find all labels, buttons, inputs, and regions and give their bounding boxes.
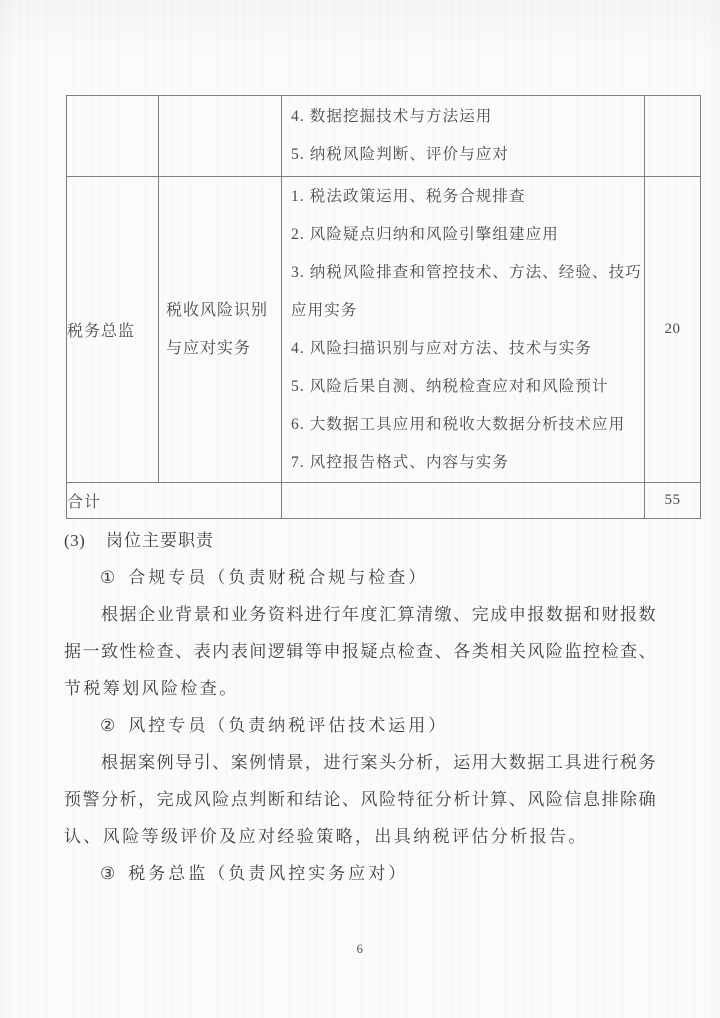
course-item-line: 应用实务 [291, 301, 358, 319]
paragraph-line: 认、风险等级评价及应对经验策略，出具纳税评估分析报告。 [64, 827, 588, 846]
course-items-cell [282, 96, 645, 177]
training-course-table [66, 95, 701, 519]
section-number: (3) [64, 531, 86, 550]
circled-number: ③ [100, 864, 116, 883]
paragraph-line: 根据案例导引、案例情景，进行案头分析，运用大数据工具进行税务 [101, 753, 656, 772]
table-row-continuation [67, 96, 701, 177]
paragraph-line: 节税筹划风险检查。 [64, 679, 239, 698]
subitem-title-3 [64, 855, 656, 892]
circled-number: ① [100, 568, 116, 587]
course-item-line: 2. 风险疑点归纳和风险引擎组建应用 [291, 225, 559, 243]
position-cell: 税务总监 [67, 177, 159, 483]
section-title: 岗位主要职责 [106, 531, 214, 550]
page-number: 6 [356, 941, 364, 956]
subitem-title-text: 合规专员（负责财税合规与检查） [128, 568, 429, 587]
course-name-line: 与应对实务 [166, 339, 252, 357]
course-cell-empty [159, 96, 282, 177]
paragraph-line: 根据企业背景和业务资料进行年度汇算清缴、完成申报数据和财报数 [101, 605, 656, 624]
body-text [64, 522, 656, 892]
course-item-line: 3. 纳税风险排查和管控技术、方法、经验、技巧 [291, 263, 642, 281]
hours-cell-empty [645, 96, 701, 177]
course-item-line: 1. 税法政策运用、税务合规排查 [291, 187, 526, 205]
table-row-director [67, 177, 701, 483]
course-item-line: 5. 纳税风险判断、评价与应对 [291, 146, 510, 163]
course-items-cell [282, 177, 645, 483]
section-heading [64, 522, 656, 559]
subitem-title-1 [64, 559, 656, 596]
subitem-title-text: 风控专员（负责纳税评估技术运用） [128, 716, 449, 735]
subitem-title-2 [64, 707, 656, 744]
course-item-line: 4. 风险扫描识别与应对方法、技术与实务 [291, 339, 593, 357]
course-name-cell [159, 177, 282, 483]
course-name-line: 税收风险识别 [166, 301, 269, 319]
total-label-cell: 合计 [67, 483, 282, 519]
course-item-line: 5. 风险后果自测、纳税检查应对和风险预计 [291, 377, 609, 395]
position-cell-empty [67, 96, 159, 177]
paragraph-line: 预警分析，完成风险点判断和结论、风险特征分析计算、风险信息排除确 [64, 790, 656, 809]
course-item-line: 7. 风控报告格式、内容与实务 [291, 453, 510, 471]
paragraph-line: 据一致性检查、表内表间逻辑等申报疑点检查、各类相关风险监控检查、 [64, 642, 656, 661]
course-item-line: 6. 大数据工具应用和税收大数据分析技术应用 [291, 415, 626, 433]
course-item-line: 4. 数据挖掘技术与方法运用 [291, 108, 493, 125]
hours-cell: 20 [645, 177, 701, 483]
total-hours-cell: 55 [645, 483, 701, 519]
table-row-total [67, 483, 701, 519]
circled-number: ② [100, 716, 116, 735]
subitem-title-text: 税务总监（负责风控实务应对） [128, 864, 409, 883]
total-empty-cell [282, 483, 645, 519]
